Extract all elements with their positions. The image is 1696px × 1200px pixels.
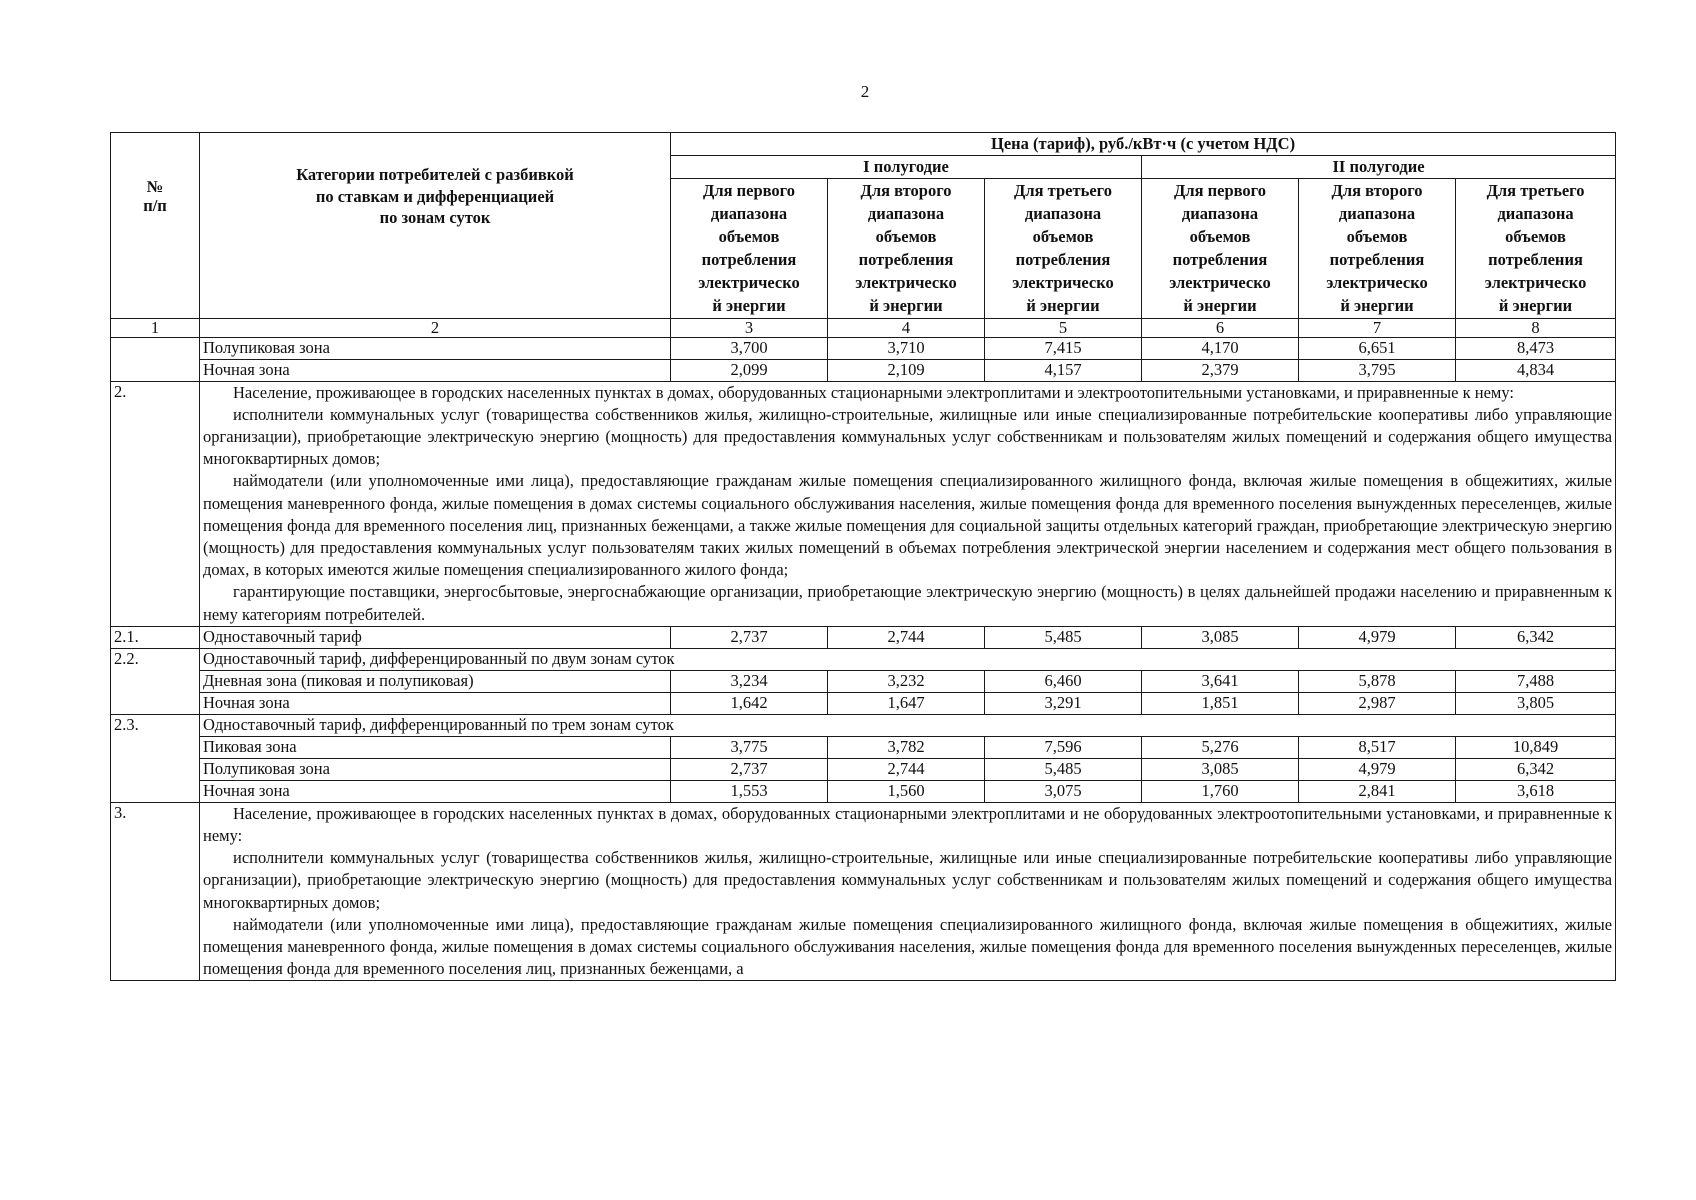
row-number-cell (111, 337, 200, 381)
section-number: 2. (111, 381, 200, 626)
section-number: 3. (111, 802, 200, 981)
column-number: 5 (985, 318, 1142, 337)
header-price-title: Цена (тариф), руб./кВт·ч (с учетом НДС) (671, 133, 1616, 156)
value-cell: 5,485 (985, 758, 1142, 780)
value-cell: 3,618 (1456, 780, 1616, 802)
value-cell: 2,744 (828, 626, 985, 648)
value-cell: 10,849 (1456, 736, 1616, 758)
value-cell: 2,099 (671, 359, 828, 381)
row-label: Одноставочный тариф, дифференцированный по двум зонам суток (200, 648, 1616, 670)
section-3-description-row (111, 802, 1616, 981)
value-cell: 8,473 (1456, 337, 1616, 359)
paragraph: исполнители коммунальных услуг (товарищества собственников жилья, жилищно-строительные, жилищные или иные специализированные потребительские кооперативы либо управляющие организации), приобретающие электрическую энергию (мощность) для предоставления коммунальных услуг собственникам и пользователям жилых помещений и содержания общего имущества многоквартирных домов; (203, 404, 1613, 469)
value-cell: 2,841 (1299, 780, 1456, 802)
value-cell: 6,342 (1456, 626, 1616, 648)
row-label: Ночная зона (200, 692, 671, 714)
value-cell: 5,276 (1142, 736, 1299, 758)
column-number: 8 (1456, 318, 1616, 337)
column-number: 7 (1299, 318, 1456, 337)
table-row (111, 736, 1616, 758)
row-number-cell: 2.2. (111, 648, 200, 714)
value-cell: 4,170 (1142, 337, 1299, 359)
paragraph: Население, проживающее в городских населенных пунктах в домах, оборудованных стационарными электроплитами и электроотопительными установками, и приравненные к нему: (233, 382, 1514, 402)
column-numbers-row (111, 318, 1616, 337)
header-sub-3: Для третьего диапазона объемов потребления электрическо й энергии (985, 179, 1142, 319)
value-cell: 5,485 (985, 626, 1142, 648)
value-cell: 3,234 (671, 670, 828, 692)
value-cell: 3,075 (985, 780, 1142, 802)
table-row (111, 692, 1616, 714)
column-number: 6 (1142, 318, 1299, 337)
value-cell: 2,987 (1299, 692, 1456, 714)
value-cell: 1,647 (828, 692, 985, 714)
value-cell: 3,782 (828, 736, 985, 758)
row-label: Ночная зона (200, 780, 671, 802)
row-label: Одноставочный тариф (200, 626, 671, 648)
table-row (111, 359, 1616, 381)
paragraph: Население, проживающее в городских населенных пунктах в домах, оборудованных стационарными электроплитами и не оборудованных электроотопительными установками, и приравненные к нему: (203, 803, 1613, 845)
paragraph: наймодатели (или уполномоченные ими лица), предоставляющие гражданам жилые помещения специализированного жилищного фонда, включая жилые помещения в общежитиях, жилые помещения маневренного фонда, жилые помещения в домах системы социального обслуживания населения, жилые помещения фонда для временного поселения вынужденных переселенцев, жилые помещения фонда для временного поселения лиц, признанных беженцами, а (203, 914, 1613, 979)
row-label: Полупиковая зона (200, 337, 671, 359)
value-cell: 1,851 (1142, 692, 1299, 714)
table-row (111, 648, 1616, 670)
row-label: Дневная зона (пиковая и полупиковая) (200, 670, 671, 692)
value-cell: 4,979 (1299, 758, 1456, 780)
column-number: 2 (200, 318, 671, 337)
table-row (111, 780, 1616, 802)
section-2-description-row (111, 381, 1616, 626)
column-number: 4 (828, 318, 985, 337)
row-label: Одноставочный тариф, дифференцированный по трем зонам суток (200, 714, 1616, 736)
column-number: 3 (671, 318, 828, 337)
value-cell: 8,517 (1299, 736, 1456, 758)
value-cell: 2,737 (671, 758, 828, 780)
row-label: Полупиковая зона (200, 758, 671, 780)
header-half-1: I полугодие (671, 156, 1142, 179)
section-3-description (200, 802, 1616, 981)
value-cell: 6,460 (985, 670, 1142, 692)
row-number-cell: 2.3. (111, 714, 200, 802)
header-sub-4: Для первого диапазона объемов потребления электрическо й энергии (1142, 179, 1299, 319)
value-cell: 1,642 (671, 692, 828, 714)
value-cell: 4,834 (1456, 359, 1616, 381)
value-cell: 3,232 (828, 670, 985, 692)
value-cell: 1,760 (1142, 780, 1299, 802)
row-label: Пиковая зона (200, 736, 671, 758)
value-cell: 2,744 (828, 758, 985, 780)
value-cell: 1,553 (671, 780, 828, 802)
header-half-2: II полугодие (1142, 156, 1616, 179)
header-sub-2: Для второго диапазона объемов потребления электрическо й энергии (828, 179, 985, 319)
paragraph: исполнители коммунальных услуг (товарищества собственников жилья, жилищно-строительные, жилищные или иные специализированные потребительские кооперативы либо управляющие организации), приобретающие электрическую энергию (мощность) для предоставления коммунальных услуг собственникам и пользователям жилых помещений и содержания общего имущества многоквартирных домов; (203, 848, 1613, 912)
value-cell: 4,979 (1299, 626, 1456, 648)
value-cell: 3,775 (671, 736, 828, 758)
paragraph: гарантирующие поставщики, энергосбытовые, энергоснабжающие организации, приобретающие электрическую энергию (мощность) в целях дальнейшей продажи населению и приравненным к нему категориям потребителей. (203, 582, 1613, 624)
page-number: 2 (860, 82, 870, 101)
header-sub-6: Для третьего диапазона объемов потребления электрическо й энергии (1456, 179, 1616, 319)
table-row (111, 670, 1616, 692)
value-cell: 2,737 (671, 626, 828, 648)
header-col-no: № п/п (111, 133, 200, 319)
section-2-description (200, 381, 1616, 626)
table-row (111, 714, 1616, 736)
value-cell: 5,878 (1299, 670, 1456, 692)
value-cell: 3,085 (1142, 626, 1299, 648)
value-cell: 7,596 (985, 736, 1142, 758)
value-cell: 7,415 (985, 337, 1142, 359)
value-cell: 3,085 (1142, 758, 1299, 780)
value-cell: 3,641 (1142, 670, 1299, 692)
row-number-cell: 2.1. (111, 626, 200, 648)
value-cell: 3,291 (985, 692, 1142, 714)
header-sub-1: Для первого диапазона объемов потребления электрическо й энергии (671, 179, 828, 319)
value-cell: 2,109 (828, 359, 985, 381)
table-row (111, 758, 1616, 780)
value-cell: 6,342 (1456, 758, 1616, 780)
value-cell: 3,700 (671, 337, 828, 359)
table-row (111, 337, 1616, 359)
value-cell: 3,710 (828, 337, 985, 359)
value-cell: 3,805 (1456, 692, 1616, 714)
row-label: Ночная зона (200, 359, 671, 381)
value-cell: 4,157 (985, 359, 1142, 381)
value-cell: 1,560 (828, 780, 985, 802)
tariff-table (110, 132, 1616, 981)
column-number: 1 (111, 318, 200, 337)
header-col-category: Категории потребителей с разбивкой по ставкам и дифференциацией по зонам суток (200, 133, 671, 319)
value-cell: 3,795 (1299, 359, 1456, 381)
header-sub-5: Для второго диапазона объемов потребления электрическо й энергии (1299, 179, 1456, 319)
header-row-1 (111, 133, 1616, 156)
value-cell: 7,488 (1456, 670, 1616, 692)
paragraph: наймодатели (или уполномоченные ими лица), предоставляющие гражданам жилые помещения специализированного жилищного фонда, включая жилые помещения в общежитиях, жилые помещения маневренного фонда, жилые помещения в домах системы социального обслуживания населения, жилые помещения фонда для временного поселения вынужденных переселенцев, жилые помещения фонда для временного поселения лиц, признанных беженцами, а также жилые помещения для социальной защиты отдельных категорий граждан, приобретающие электрическую энергию (мощность) для предоставления коммунальных услуг пользователям таких жилых помещений в объемах потребления электрической энергии населением и содержания мест общего пользования в домах, в которых имеются жилые помещения специализированного жилого фонда; (203, 471, 1613, 580)
value-cell: 6,651 (1299, 337, 1456, 359)
table-row (111, 626, 1616, 648)
value-cell: 2,379 (1142, 359, 1299, 381)
